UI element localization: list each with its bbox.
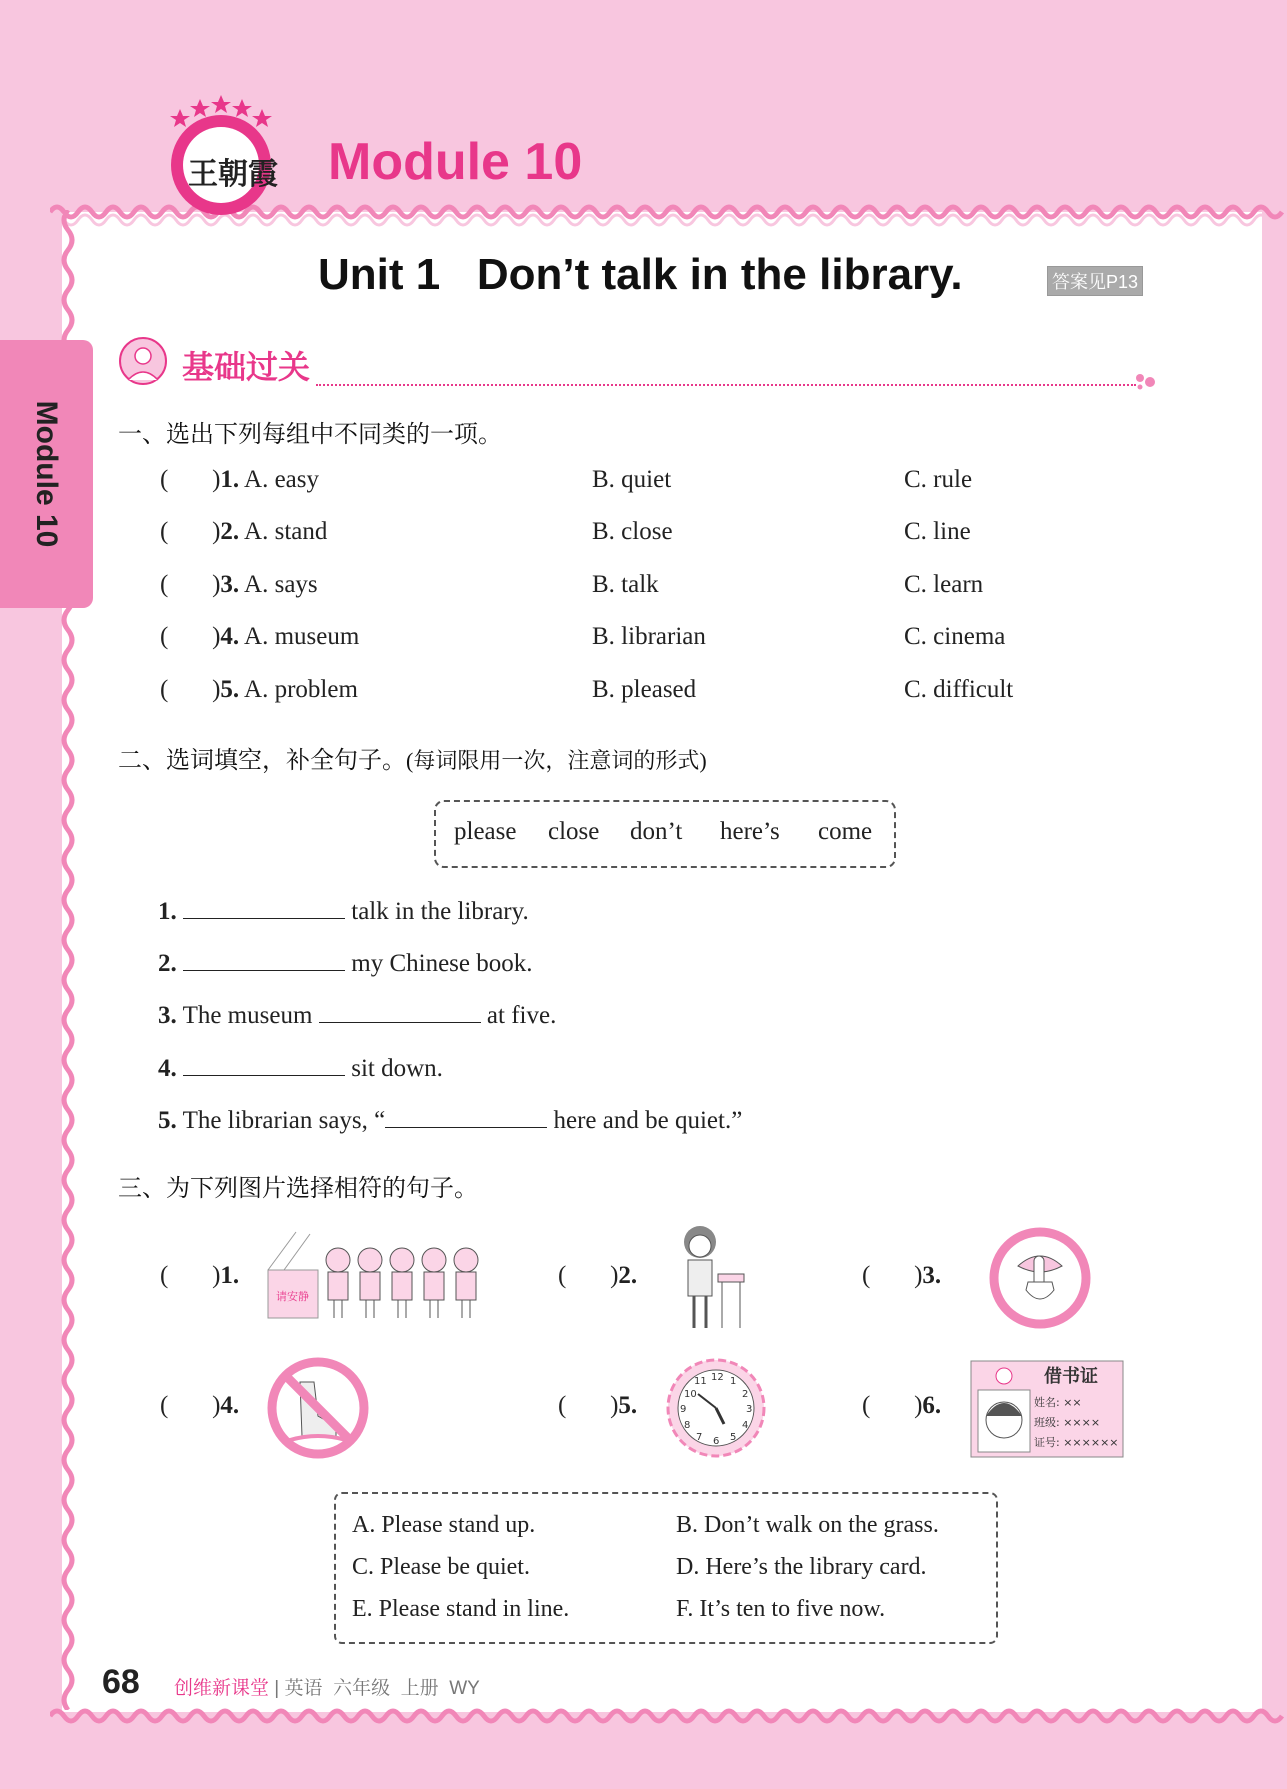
item-number: 2. <box>158 950 177 977</box>
part1-item <box>160 466 319 494</box>
side-tab <box>0 340 93 608</box>
option-c: C. Please be quiet. <box>352 1554 530 1580</box>
option-d: D. Here’s the library card. <box>676 1554 927 1580</box>
option-c: C. difficult <box>904 676 1014 703</box>
sentence-text: at five. <box>486 1002 557 1029</box>
answer-blank[interactable]: ( ) <box>160 676 221 703</box>
girl-standing-up-icon <box>676 1222 752 1338</box>
clock-number: 9 <box>680 1404 687 1415</box>
wavy-border-bottom <box>50 1700 1287 1734</box>
item-number: 3. <box>158 1002 177 1029</box>
option-a: A. museum <box>244 623 360 650</box>
fill-blank[interactable] <box>319 1000 481 1023</box>
answer-blank[interactable]: ( ) <box>558 1392 619 1419</box>
library-card-icon <box>970 1360 1124 1462</box>
item-number: 4. <box>220 623 240 650</box>
word-bank-box <box>434 800 896 868</box>
item-number: 1. <box>158 898 177 925</box>
card-id: 证号: ×××××× <box>1034 1436 1119 1449</box>
side-tab-label: Module 10 <box>30 400 63 548</box>
fill-sentence <box>158 1053 443 1083</box>
picture-item-2 <box>558 1262 637 1290</box>
answer-blank[interactable]: ( ) <box>160 466 221 493</box>
option-a: A. easy <box>244 466 320 493</box>
answer-blank[interactable]: ( ) <box>160 1392 221 1419</box>
fill-sentence <box>158 1105 742 1135</box>
sentence-text: here and be quiet.” <box>553 1107 743 1134</box>
be-quiet-sign-icon <box>988 1226 1092 1334</box>
item-number: 4. <box>158 1055 177 1082</box>
section-divider <box>316 384 1136 386</box>
clock-number: 3 <box>746 1404 753 1415</box>
item-number: 2. <box>220 518 240 545</box>
part3-heading: 三、为下列图片选择相符的句子。 <box>118 1175 478 1202</box>
sentence-text: talk in the library. <box>351 898 529 925</box>
answer-reference-badge: 答案见P13 <box>1047 266 1143 296</box>
answer-blank[interactable]: ( ) <box>862 1392 923 1419</box>
picture-item-4 <box>160 1392 239 1420</box>
item-number: 3. <box>922 1262 942 1289</box>
module-title: Module 10 <box>328 133 583 191</box>
clock-number: 5 <box>730 1432 737 1443</box>
page-number: 68 <box>102 1663 140 1701</box>
answer-blank[interactable]: ( ) <box>160 518 221 545</box>
sentence-text: sit down. <box>351 1055 443 1082</box>
option-b: B. quiet <box>592 466 672 493</box>
item-number: 5. <box>158 1107 177 1134</box>
answer-blank[interactable]: ( ) <box>160 1262 221 1289</box>
clock-number: 2 <box>742 1389 749 1400</box>
sentence-text: my Chinese book. <box>351 950 533 977</box>
teacher-icon <box>118 336 168 386</box>
word-bank-item: please <box>454 818 517 845</box>
brand-logo <box>160 95 282 217</box>
option-a: A. says <box>244 571 318 598</box>
item-number: 1. <box>220 466 240 493</box>
book-info: 英语 六年级 上册 WY <box>284 1678 480 1699</box>
section-label: 基础过关 <box>182 349 311 385</box>
part2-note: (每词限用一次，注意词的形式) <box>406 748 707 773</box>
picture-item-5 <box>558 1392 637 1420</box>
fill-blank[interactable] <box>183 1053 345 1076</box>
footer-separator: | <box>274 1678 280 1699</box>
item-number: 4. <box>220 1392 240 1419</box>
answer-blank[interactable]: ( ) <box>160 571 221 598</box>
option-a: A. Please stand up. <box>352 1512 536 1538</box>
clock-icon <box>664 1356 768 1464</box>
part1-heading: 一、选出下列每组中不同类的一项。 <box>118 421 502 448</box>
logo-text: 王朝霞 <box>188 158 278 191</box>
word-bank-item: here’s <box>720 818 780 845</box>
fill-blank[interactable] <box>183 896 345 919</box>
item-number: 6. <box>922 1392 942 1419</box>
item-number: 2. <box>618 1262 638 1289</box>
part1-item <box>160 571 318 599</box>
clock-number: 7 <box>696 1432 703 1443</box>
part1-item <box>160 518 327 546</box>
word-bank-item: close <box>548 818 600 845</box>
clock-number: 11 <box>694 1376 707 1387</box>
sentence-text: The museum <box>182 1002 313 1029</box>
series-name: 创维新课堂 <box>174 1678 270 1699</box>
option-a: A. problem <box>244 676 358 703</box>
options-box <box>334 1492 998 1644</box>
fill-sentence <box>158 948 533 978</box>
unit-title: Unit 1 Don’t talk in the library. <box>318 250 963 299</box>
option-b: B. librarian <box>592 623 706 650</box>
fill-blank[interactable] <box>183 948 345 971</box>
answer-blank[interactable]: ( ) <box>558 1262 619 1289</box>
children-in-line-icon <box>266 1230 486 1326</box>
no-walking-on-grass-icon <box>266 1356 370 1464</box>
fill-blank[interactable] <box>385 1105 547 1128</box>
part1-item <box>160 623 359 651</box>
sentence-text: The librarian says, “ <box>182 1107 386 1134</box>
part2-heading <box>118 740 707 775</box>
clock-number: 10 <box>684 1389 697 1400</box>
picture-item-6 <box>862 1392 941 1420</box>
option-f: F. It’s ten to five now. <box>676 1596 886 1622</box>
option-b: B. close <box>592 518 673 545</box>
picture-item-3 <box>862 1262 941 1290</box>
decorative-dots-icon <box>1134 370 1162 390</box>
word-bank-item: come <box>818 818 873 845</box>
option-c: C. cinema <box>904 623 1006 650</box>
part1-item <box>160 676 358 704</box>
option-b: B. Don’t walk on the grass. <box>676 1512 939 1538</box>
fill-sentence <box>158 1000 556 1030</box>
item-number: 1. <box>220 1262 240 1289</box>
option-e: E. Please stand in line. <box>352 1596 570 1622</box>
option-b: B. pleased <box>592 676 697 703</box>
card-class: 班级: ×××× <box>1034 1416 1101 1429</box>
item-number: 5. <box>618 1392 638 1419</box>
sign-text: 请安静 <box>276 1290 309 1303</box>
clock-number: 4 <box>742 1420 749 1431</box>
option-c: C. rule <box>904 466 973 493</box>
clock-number: 8 <box>684 1420 691 1431</box>
part2-heading-text: 二、选词填空，补全句子。 <box>118 747 406 774</box>
option-c: C. learn <box>904 571 984 598</box>
answer-blank[interactable]: ( ) <box>160 623 221 650</box>
clock-number: 6 <box>713 1436 720 1447</box>
option-a: A. stand <box>244 518 328 545</box>
card-title: 借书证 <box>1044 1366 1098 1387</box>
clock-number: 12 <box>711 1372 724 1383</box>
card-name: 姓名: ×× <box>1034 1396 1082 1409</box>
footer-text <box>174 1673 480 1700</box>
option-b: B. talk <box>592 571 659 598</box>
picture-item-1 <box>160 1262 239 1290</box>
word-bank-item: don’t <box>630 818 683 845</box>
answer-blank[interactable]: ( ) <box>862 1262 923 1289</box>
clock-number: 1 <box>730 1376 737 1387</box>
option-c: C. line <box>904 518 971 545</box>
item-number: 3. <box>220 571 240 598</box>
fill-sentence <box>158 896 529 926</box>
item-number: 5. <box>220 676 240 703</box>
